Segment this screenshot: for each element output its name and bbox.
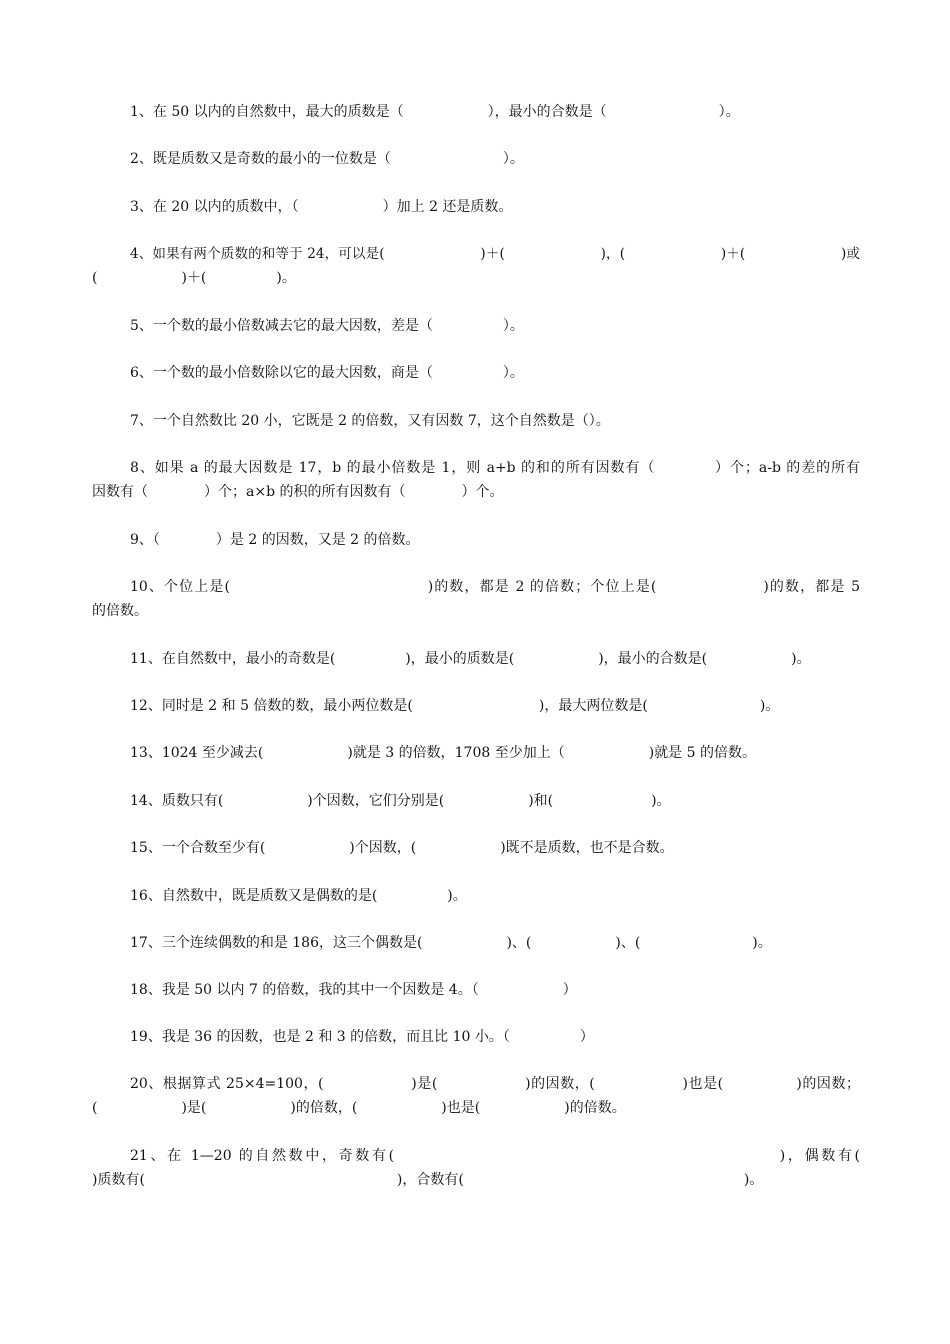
question-line: 3、在 20 以内的质数中，（ ）加上 2 还是质数。	[130, 199, 513, 215]
question-16	[92, 884, 860, 908]
question-line: 9、（ ）是 2 的因数，又是 2 的倍数。	[130, 532, 420, 548]
question-6	[92, 361, 860, 385]
question-line: 10、个位上是( )的数，都是 2 的倍数；个位上是( )的数，都是 5	[130, 579, 860, 595]
question-line: 的倍数。	[92, 603, 148, 619]
question-line: 17、三个连续偶数的和是 186，这三个偶数是( )、( )、( )。	[130, 935, 772, 951]
question-10	[92, 575, 860, 623]
question-line: 12、同时是 2 和 5 倍数的数，最小两位数是( )，最大两位数是( )。	[130, 698, 780, 714]
question-line: )质数有( )，合数有( )。	[92, 1172, 764, 1188]
question-line: 18、我是 50 以内 7 的倍数，我的其中一个因数是 4。（ ）	[130, 982, 577, 998]
question-11	[92, 647, 860, 671]
question-line: 2、既是质数又是奇数的最小的一位数是（ ）。	[130, 151, 524, 167]
question-20	[92, 1072, 860, 1120]
question-12	[92, 694, 860, 718]
question-line: ( )＋( )。	[92, 270, 296, 286]
question-14	[92, 789, 860, 813]
question-line: 21、在 1—20 的自然数中，奇数有( )，偶数有(	[130, 1148, 860, 1164]
question-9	[92, 528, 860, 552]
question-18	[92, 978, 860, 1002]
question-19	[92, 1025, 860, 1049]
question-21	[92, 1144, 860, 1192]
question-2	[92, 147, 860, 171]
question-line: 20、根据算式 25×4=100，( )是( )的因数，( )也是( )的因数；	[130, 1076, 860, 1092]
question-line: 6、一个数的最小倍数除以它的最大因数，商是（ ）。	[130, 365, 524, 381]
question-line: 8、如果 a 的最大因数是 17，b 的最小倍数是 1，则 a+b 的和的所有因数有（ ）个；a-b 的差的所有	[130, 460, 860, 476]
question-line: 15、一个合数至少有( )个因数，( )既不是质数，也不是合数。	[130, 840, 674, 856]
question-line: 因数有（ ）个；a×b 的积的所有因数有（ ）个。	[92, 484, 504, 500]
question-line: 7、一个自然数比 20 小，它既是 2 的倍数，又有因数 7，这个自然数是（）。	[130, 413, 610, 429]
question-line: 19、我是 36 的因数，也是 2 和 3 的倍数，而且比 10 小。（ ）	[130, 1029, 594, 1045]
question-line: 16、自然数中，既是质数又是偶数的是( )。	[130, 888, 467, 904]
question-line: ( )是( )的倍数，( )也是( )的倍数。	[92, 1100, 626, 1116]
question-5	[92, 314, 860, 338]
question-line: 11、在自然数中，最小的奇数是( )，最小的质数是( )，最小的合数是( )。	[130, 651, 811, 667]
question-line: 14、质数只有( )个因数，它们分别是( )和( )。	[130, 793, 671, 809]
question-13	[92, 741, 860, 765]
question-line: 5、一个数的最小倍数减去它的最大因数，差是（ ）。	[130, 318, 524, 334]
question-7	[92, 409, 860, 433]
question-line: 13、1024 至少减去( )就是 3 的倍数，1708 至少加上（ )就是 5 的倍数。	[130, 745, 756, 761]
question-4	[92, 242, 860, 290]
question-8	[92, 456, 860, 504]
question-3	[92, 195, 860, 219]
question-line: 4、如果有两个质数的和等于 24，可以是( )＋( )，( )＋( )或	[130, 246, 860, 262]
question-1	[92, 100, 860, 124]
question-line: 1、在 50 以内的自然数中，最大的质数是（ ），最小的合数是（ ）。	[130, 104, 740, 120]
question-15	[92, 836, 860, 860]
question-17	[92, 931, 860, 955]
